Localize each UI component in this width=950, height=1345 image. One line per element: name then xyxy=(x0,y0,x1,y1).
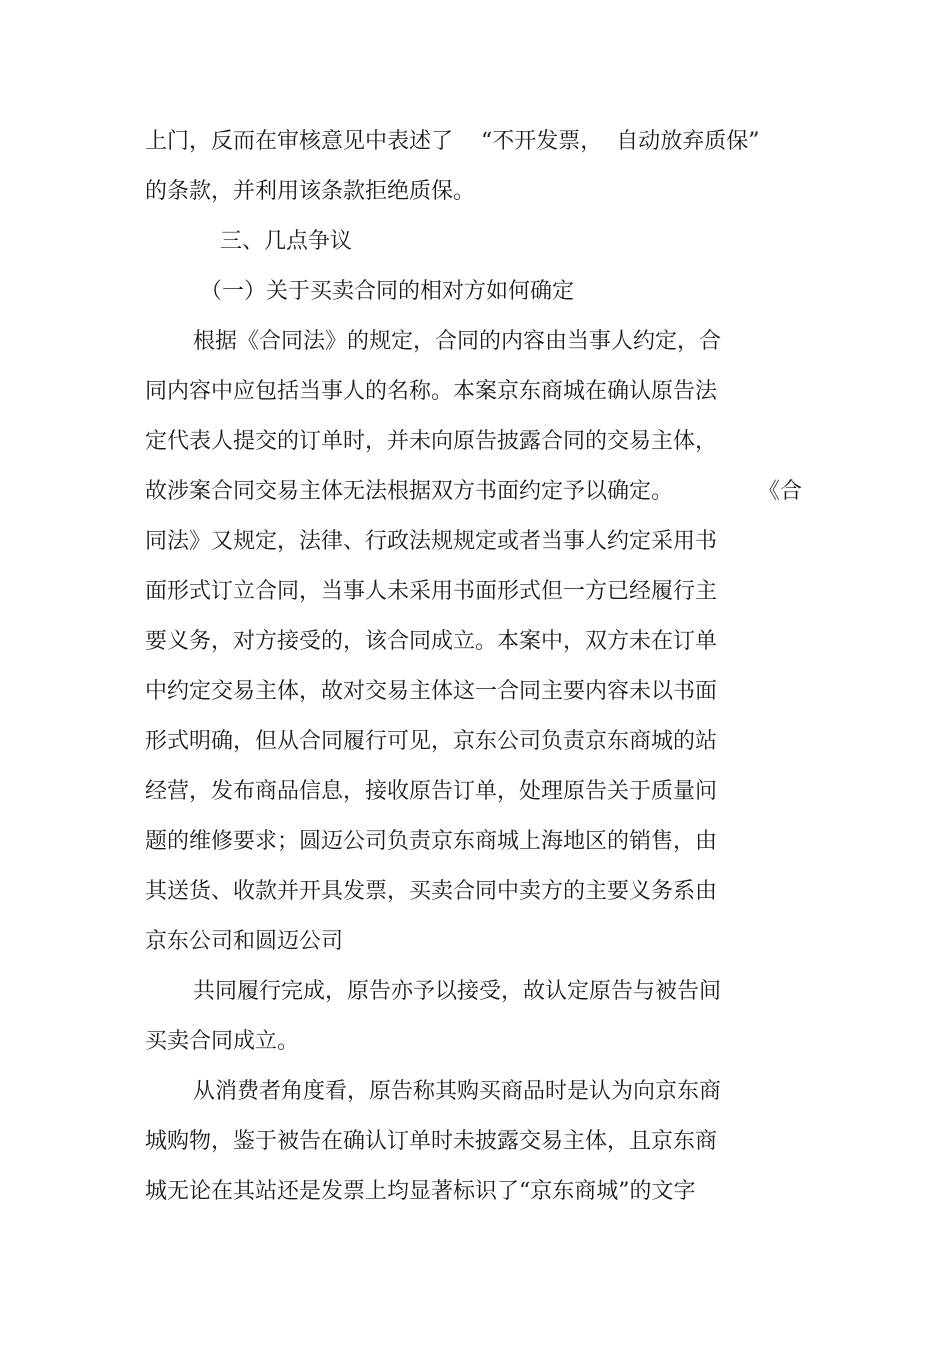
text-line: 京东公司和圆迈公司 xyxy=(145,929,344,954)
text-line: 题的维修要求；圆迈公司负责京东商城上海地区的销售，由 xyxy=(145,829,718,854)
text-line: 的条款，并利用该条款拒绝质保。 xyxy=(145,179,476,204)
text-line: 城无论在其站还是发票上均显著标识了“京东商城”的文字 xyxy=(145,1179,696,1204)
text-line: 根据《合同法》的规定，合同的内容由当事人约定，合 xyxy=(193,329,722,354)
text-line: 其送货、收款并开具发票，买卖合同中卖方的主要义务系由 xyxy=(145,879,718,904)
text-line: 故涉案合同交易主体无法根据双方书面约定予以确定。 xyxy=(145,479,674,504)
subsection-heading: （一）关于买卖合同的相对方如何确定 xyxy=(200,279,575,304)
text-line: 共同履行完成，原告亦予以接受，故认定原告与被告间 xyxy=(193,979,722,1004)
text-line: 上门，反而在审核意见中表述了 “不开发票， 自动放弃质保” xyxy=(145,129,760,154)
text-line: 买卖合同成立。 xyxy=(145,1029,300,1054)
text-line: 经营，发布商品信息，接收原告订单，处理原告关于质量问 xyxy=(145,779,718,804)
text-line: 定代表人提交的订单时，并未向原告披露合同的交易主体， xyxy=(145,429,718,454)
text-line: 形式明确，但从合同履行可见，京东公司负责京东商城的站 xyxy=(145,729,718,754)
text-line: 城购物，鉴于被告在确认订单时未披露交易主体，且京东商 xyxy=(145,1129,718,1154)
text-line: 面形式订立合同，当事人未采用书面形式但一方已经履行主 xyxy=(145,579,718,604)
text-line: 同法》又规定，法律、行政法规规定或者当事人约定采用书 xyxy=(145,529,718,554)
text-line-continuation: 《合 xyxy=(758,479,803,504)
text-line: 要义务，对方接受的，该合同成立。本案中，双方未在订单 xyxy=(145,629,718,654)
text-line: 同内容中应包括当事人的名称。本案京东商城在确认原告法 xyxy=(145,379,718,404)
text-line: 中约定交易主体，故对交易主体这一合同主要内容未以书面 xyxy=(145,679,718,704)
section-heading: 三、几点争议 xyxy=(220,229,353,254)
text-line: 从消费者角度看，原告称其购买商品时是认为向京东商 xyxy=(193,1079,722,1104)
